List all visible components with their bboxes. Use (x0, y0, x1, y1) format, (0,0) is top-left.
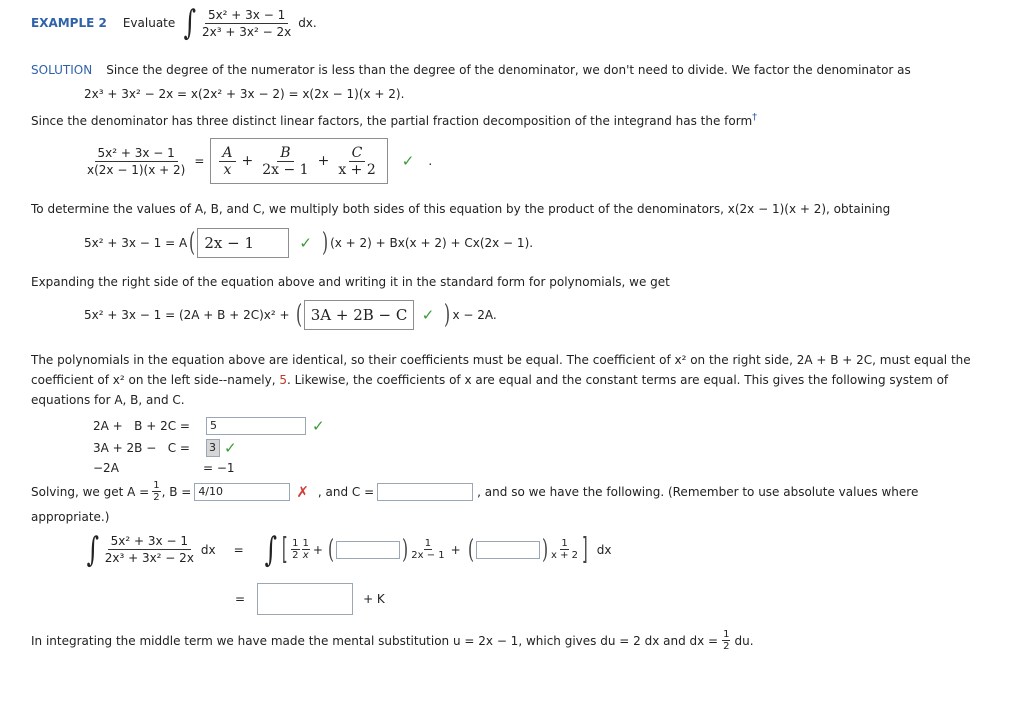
pf-plus-2: + (317, 153, 330, 169)
term-plus-2: + (450, 542, 461, 557)
expanding-rhs: x − 2A. (452, 308, 497, 322)
integral-lhs-fraction (102, 534, 197, 565)
partial-fraction-form (84, 138, 432, 184)
identical-line-2 (31, 370, 971, 390)
pf-term-b (259, 146, 311, 177)
term1-coef-num: 1 (292, 538, 299, 549)
integral-rhs-dx: dx (596, 542, 612, 557)
pf-lhs-num: 5x² + 3x − 1 (95, 146, 178, 162)
identical-line-2b: . Likewise, the coefficients of x are equal and the constant terms are equal. This gives the following system of (286, 373, 949, 387)
pf-term-a (219, 146, 235, 177)
system-row-1-lhs: 2A + B + 2C = (93, 419, 190, 433)
expanding-equation (84, 300, 497, 330)
check-icon: ✓ (401, 152, 415, 170)
pf-sentence (31, 112, 757, 128)
pf-a-num: A (219, 146, 235, 162)
pf-b-num: B (277, 146, 293, 162)
integral-sign-icon: ∫ (183, 3, 197, 43)
determine-answer-box[interactable] (197, 228, 289, 258)
pf-lhs (84, 146, 188, 177)
footer-du: du. (734, 633, 754, 648)
system-row-2-lhs: 3A + 2B − C = (93, 441, 190, 455)
pf-sentence-text: Since the denominator has three distinct linear factors, the partial fraction decomposition of the integrand has the form (31, 114, 753, 128)
solving-a-fraction (152, 480, 160, 503)
open-paren: ( (295, 300, 302, 330)
pf-term-c (335, 146, 378, 177)
example-denominator: 2x³ + 3x² − 2x (201, 24, 292, 39)
term3-num: 1 (561, 538, 568, 549)
open-paren: ( (189, 228, 196, 258)
example-header (31, 3, 317, 43)
example-integrand (199, 8, 294, 39)
identical-line-2a: coefficient of x² on the left side--namely, (31, 373, 280, 387)
pf-c-num: C (349, 146, 366, 162)
term2-den: 2x − 1 (411, 550, 445, 561)
pf-c-den: x + 2 (338, 161, 376, 178)
system-of-equations (93, 415, 325, 477)
evaluate-label: Evaluate (122, 16, 176, 30)
plus-k: + K (363, 592, 385, 606)
integral-sign-icon: ∫ (264, 529, 277, 570)
solving-c-label: , and C = (317, 484, 375, 499)
term-plus-1: + (312, 542, 323, 557)
check-icon: ✓ (421, 306, 435, 324)
example-label: EXAMPLE 2 (31, 16, 107, 30)
system-row-1-input[interactable] (206, 417, 306, 435)
integral-lhs-num: 5x² + 3x − 1 (108, 534, 191, 550)
identical-value: 5 (279, 373, 287, 387)
integral-result (235, 583, 385, 615)
check-icon: ✓ (299, 234, 312, 252)
determine-rhs: (x + 2) + Bx(x + 2) + Cx(2x − 1). (330, 236, 534, 250)
solution-label: SOLUTION (31, 63, 93, 77)
check-icon: ✓ (224, 439, 237, 457)
term3-den: x + 2 (551, 550, 579, 561)
integral-equals: = (233, 542, 244, 557)
example-numerator: 5x² + 3x − 1 (205, 8, 288, 24)
system-row-2-value: 3 (209, 441, 216, 454)
term2-num: 1 (424, 538, 432, 549)
integral-sign-icon: ∫ (86, 529, 100, 570)
close-paren: ) (321, 228, 329, 258)
system-row-1-value: 5 (210, 419, 217, 432)
determine-lhs: 5x² + 3x − 1 = A (84, 236, 188, 250)
pf-plus-1: + (241, 153, 254, 169)
term1-coef (291, 538, 299, 561)
integral-lhs-den: 2x³ + 3x² − 2x (104, 551, 194, 565)
identical-paragraph (31, 350, 971, 410)
system-row-1 (93, 415, 325, 437)
system-row-2 (93, 437, 325, 459)
solving-a-num: 1 (153, 480, 160, 491)
close-paren: ) (444, 300, 451, 330)
coef-input-2[interactable] (336, 541, 400, 559)
footer-frac-num: 1 (723, 629, 730, 640)
solving-line-2: appropriate.) (31, 510, 110, 524)
open-paren: ( (467, 534, 474, 565)
solving-suffix: , and so we have the following. (Remember to use absolute values where (477, 484, 919, 499)
solving-line (31, 480, 918, 503)
coef-input-3[interactable] (476, 541, 540, 559)
b-input-value: 4/10 (198, 484, 224, 498)
term2-frac (410, 538, 445, 561)
open-paren: ( (327, 534, 335, 565)
system-row-3-lhs: −2A (93, 461, 119, 475)
integral-lhs-dx: dx (200, 542, 216, 557)
factor-equation: 2x³ + 3x² − 2x = x(2x² + 3x − 2) = x(2x − 1)(x + 2). (84, 87, 405, 101)
expanding-answer-box[interactable] (304, 300, 414, 330)
expanding-text: Expanding the right side of the equation above and writing it in the standard form for polynomials, we get (31, 275, 670, 289)
pf-lhs-den: x(2x − 1)(x + 2) (87, 162, 186, 177)
system-row-3-rhs: = −1 (203, 461, 235, 475)
footer-fraction (722, 629, 730, 652)
term3-frac (550, 538, 579, 561)
footer-note (31, 629, 754, 652)
determine-text: To determine the values of A, B, and C, we multiply both sides of this equation by the product of the denominators, x(2x − 1)(x + 2), obtaining (31, 202, 891, 216)
term1-frac (302, 538, 310, 561)
pf-answer-box[interactable] (210, 138, 387, 184)
close-paren: ) (402, 534, 409, 565)
system-row-2-input[interactable] (206, 439, 220, 457)
pf-dot: . (428, 154, 433, 168)
integral-equation (84, 529, 612, 570)
determine-box-value: 2x − 1 (204, 234, 254, 252)
close-bracket-icon: ] (581, 532, 588, 567)
pf-b-den: 2x − 1 (262, 161, 309, 178)
identical-line-1: The polynomials in the equation above are identical, so their coefficients must be equal. The coefficient of x² on the right side, 2A + B + 2C, must equal the (31, 353, 971, 367)
c-input[interactable] (377, 483, 473, 501)
solving-b-label: , B = (161, 484, 192, 499)
result-equals: = (235, 592, 246, 606)
open-bracket-icon: [ (282, 532, 289, 567)
pf-a-den: x (223, 161, 232, 178)
footer-frac-den: 2 (723, 641, 730, 652)
term1-den: x (302, 550, 309, 561)
footnote-mark[interactable]: † (752, 112, 758, 123)
term1-coef-den: 2 (292, 550, 299, 561)
term1-num: 1 (302, 538, 309, 549)
determine-equation (84, 228, 533, 258)
example-dx: dx. (298, 16, 317, 30)
b-input[interactable] (194, 483, 290, 501)
system-row-3 (93, 459, 325, 477)
solving-a-den: 2 (153, 492, 160, 503)
footer-text: In integrating the middle term we have made the mental substitution u = 2x − 1, which gives du = 2 dx and dx = (31, 633, 719, 648)
solution-intro-text: Since the degree of the numerator is less than the degree of the denominator, we don't need to divide. We factor the denominator as (106, 63, 911, 77)
check-icon: ✓ (312, 417, 325, 435)
incorrect-x-icon: ✗ (296, 482, 309, 501)
close-paren: ) (541, 534, 548, 565)
pf-equals: = (194, 154, 205, 168)
identical-line-3: equations for A, B, and C. (31, 393, 185, 407)
solving-prefix: Solving, we get A = (31, 484, 150, 499)
expanding-box-value: 3A + 2B − C (310, 306, 408, 324)
expanding-lhs: 5x² + 3x − 1 = (2A + B + 2C)x² + (84, 308, 290, 322)
result-input[interactable] (257, 583, 353, 615)
solution-intro (31, 63, 911, 77)
